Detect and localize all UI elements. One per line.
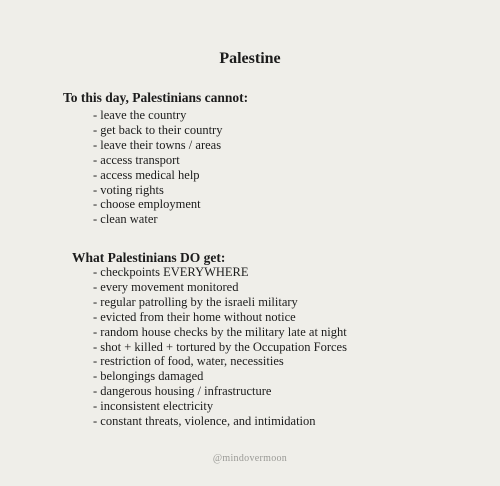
section-heading-cannot: To this day, Palestinians cannot: xyxy=(63,90,249,105)
list-item: - random house checks by the military late at night xyxy=(93,324,347,339)
list-item: - access transport xyxy=(93,152,180,167)
list-item: - inconsistent electricity xyxy=(93,399,214,414)
list-item: - belongings damaged xyxy=(93,369,204,384)
list-item: - restriction of food, water, necessities xyxy=(93,354,284,369)
list-item: - leave their towns / areas xyxy=(93,137,222,152)
list-item: - voting rights xyxy=(93,182,164,197)
list-item: - every movement monitored xyxy=(93,279,239,294)
list-item: - regular patrolling by the israeli military xyxy=(93,294,298,309)
list-item: - clean water xyxy=(93,212,158,227)
list-item: - get back to their country xyxy=(93,122,223,137)
list-get xyxy=(93,265,347,429)
list-item: - leave the country xyxy=(93,108,187,122)
list-item: - dangerous housing / infrastructure xyxy=(93,384,272,399)
author-credit: @mindovermoon xyxy=(212,453,288,464)
list-item: - choose employment xyxy=(93,197,201,212)
list-cannot xyxy=(93,108,222,227)
list-item: - evicted from their home without notice xyxy=(93,309,296,324)
list-item: - access medical help xyxy=(93,167,200,182)
list-item: - checkpoints EVERYWHERE xyxy=(93,265,249,279)
section-heading-get: What Palestinians DO get: xyxy=(72,250,226,265)
page-title: Palestine xyxy=(219,50,281,67)
list-item: - shot + killed + tortured by the Occupation Forces xyxy=(93,339,347,354)
list-item: - constant threats, violence, and intimidation xyxy=(93,414,316,429)
